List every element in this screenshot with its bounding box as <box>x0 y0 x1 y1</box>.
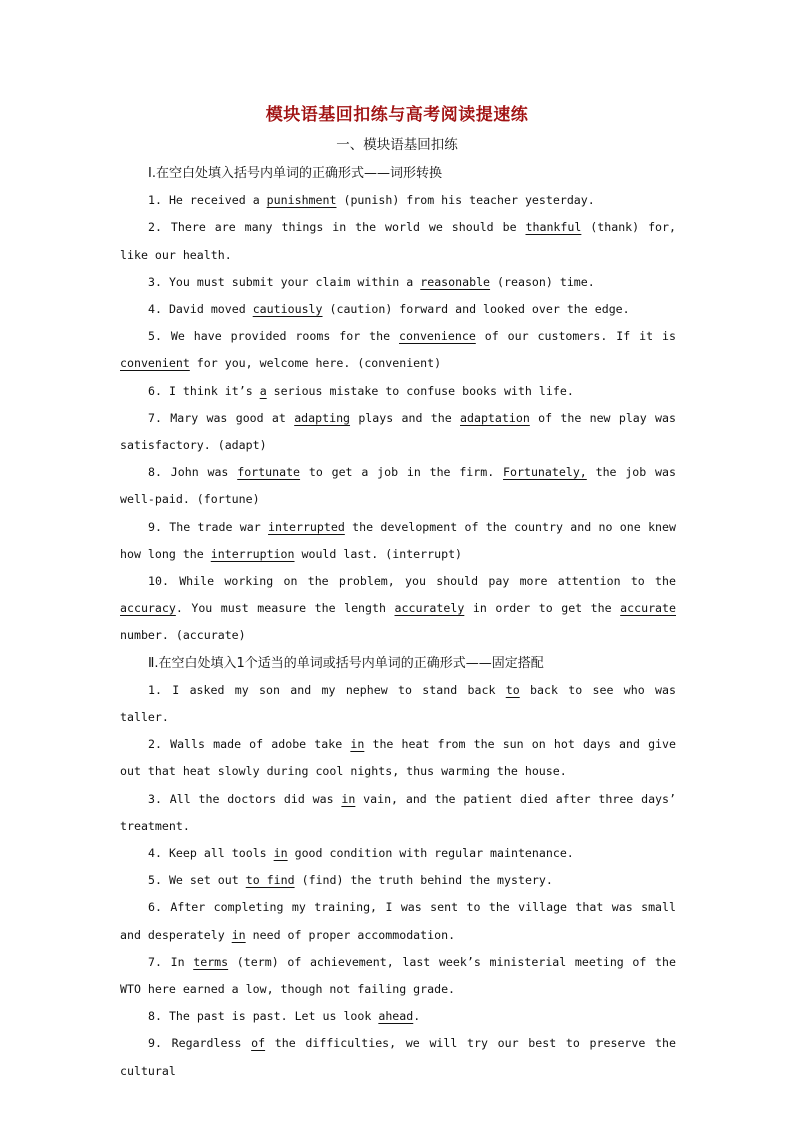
answer-blank: interruption <box>210 546 295 561</box>
item-text: 6. I think it’s <box>148 383 260 398</box>
item-text: 4. Keep all tools <box>148 846 274 861</box>
section-heading-1: Ⅰ.在空白处填入括号内单词的正确形式——词形转换 <box>148 166 442 181</box>
item-text: of our customers. If it is <box>475 329 676 344</box>
answer-blank: accuracy <box>120 601 176 616</box>
item-text: 2. There are many things in the world we should be <box>148 220 526 235</box>
item-text: (caution) forward and looked over the edge. <box>322 302 630 316</box>
item-text: 7. Mary was good at <box>148 410 295 425</box>
answer-blank: a <box>259 383 267 398</box>
item-text: (find) the truth behind the mystery. <box>294 873 553 888</box>
answer-blank: reasonable <box>420 274 491 289</box>
item-text: would last. (interrupt) <box>294 546 463 561</box>
item-text: 5. We set out <box>148 873 246 888</box>
item-text: (punish) from his teacher yesterday. <box>336 193 595 208</box>
answer-blank: to <box>505 682 520 697</box>
item-text: in order to get the <box>464 601 621 616</box>
answer-blank: punishment <box>266 193 337 208</box>
answer-blank: in <box>231 927 246 942</box>
exercise-item <box>120 786 676 840</box>
item-text: vain, and the patient died after three days’ treatment. <box>120 791 676 833</box>
answer-blank: accurate <box>620 601 676 616</box>
answer-blank: adaptation <box>460 410 530 425</box>
section-2-items <box>120 677 676 1085</box>
exercise-item <box>120 1003 676 1030</box>
item-text: 9. Regardless <box>148 1036 252 1051</box>
answer-blank: convenient <box>120 356 190 371</box>
exercise-item <box>120 894 676 948</box>
item-text: number. (accurate) <box>120 628 246 643</box>
answer-blank: convenience <box>399 329 476 344</box>
section-heading-2: Ⅱ.在空白处填入1个适当的单词或括号内单词的正确形式——固定搭配 <box>148 655 544 671</box>
item-text: to get a job in the firm. <box>300 465 504 480</box>
answer-blank: in <box>273 846 288 861</box>
item-text: 9. The trade war <box>148 519 269 534</box>
item-text: 7. In <box>148 954 194 969</box>
answer-blank: cautiously <box>252 302 323 316</box>
answer-blank: accurately <box>394 601 465 616</box>
item-text: 8. John was <box>148 465 238 480</box>
item-text: the difficulties, we will try our best to preserve the cultural <box>120 1036 676 1078</box>
item-text: need of proper accommodation. <box>245 927 456 942</box>
item-text: 3. You must submit your claim within a <box>148 274 421 289</box>
answer-blank: Fortunately, <box>503 465 587 480</box>
item-text: the job was well-paid. (fortune) <box>120 465 677 507</box>
exercise-item <box>120 214 676 268</box>
item-text: back to see who was taller. <box>120 682 676 725</box>
answer-blank: fortunate <box>237 465 301 480</box>
exercise-item <box>120 867 676 894</box>
answer-blank: interrupted <box>268 519 345 534</box>
document-body <box>120 160 676 1085</box>
item-text: 1. He received a <box>148 193 267 208</box>
section-1-items <box>120 187 676 649</box>
exercise-item <box>120 840 676 867</box>
item-text: (thank) for, like our health. <box>120 220 676 262</box>
item-text: 3. All the doctors did was <box>148 791 342 806</box>
item-text: 6. After completing my training, I was sent to the village that was small and desperately <box>120 900 676 942</box>
item-text: plays and the <box>350 410 460 425</box>
item-text: 5. We have provided rooms for the <box>148 329 400 344</box>
item-text: 4. David moved <box>148 302 253 316</box>
item-text: . You must measure the length <box>175 601 395 616</box>
section-subtitle: 一、模块语基回扣练 <box>336 137 458 153</box>
exercise-item <box>120 677 676 731</box>
item-text: good condition with regular maintenance. <box>287 846 574 861</box>
exercise-item <box>120 405 676 459</box>
answer-blank: in <box>350 737 365 752</box>
exercise-item <box>120 269 676 296</box>
answer-blank: thankful <box>525 220 582 235</box>
exercise-item <box>120 459 676 513</box>
answer-blank: terms <box>193 954 229 969</box>
exercise-item <box>120 296 676 323</box>
item-text: of the new play was satisfactory. (adapt) <box>120 410 676 453</box>
document-title: 模块语基回扣练与高考阅读提速练 <box>265 105 529 125</box>
item-text: the heat from the sun on hot days and give out that heat slowly during cool nights, thus warming the house. <box>120 737 676 779</box>
exercise-item <box>120 378 676 405</box>
item-text: 1. I asked my son and my nephew to stand back <box>148 682 506 697</box>
answer-blank: in <box>341 791 356 806</box>
item-text: the development of the country and no one knew how long the <box>120 519 676 561</box>
answer-blank: adapting <box>294 410 351 425</box>
exercise-item <box>120 568 676 650</box>
item-text: (term) of achievement, last week’s ministerial meeting of the WTO here earned a low, though not failing grade. <box>120 954 676 997</box>
item-text: for you, welcome here. (convenient) <box>189 356 442 371</box>
answer-blank: ahead <box>378 1009 414 1024</box>
exercise-item <box>120 731 676 785</box>
item-text: 2. Walls made of adobe take <box>148 737 351 752</box>
exercise-item <box>120 514 676 568</box>
item-text: serious mistake to confuse books with life. <box>266 383 574 398</box>
item-text: . <box>413 1009 421 1024</box>
answer-blank: to find <box>245 873 295 888</box>
answer-blank: of <box>251 1036 266 1051</box>
exercise-item <box>120 323 676 377</box>
exercise-item <box>120 1030 676 1084</box>
item-text: 8. The past is past. Let us look <box>148 1009 379 1024</box>
item-text: 10. While working on the problem, you should pay more attention to the <box>148 574 676 589</box>
exercise-item <box>120 949 676 1003</box>
exercise-item <box>120 187 676 214</box>
item-text: (reason) time. <box>490 274 595 289</box>
